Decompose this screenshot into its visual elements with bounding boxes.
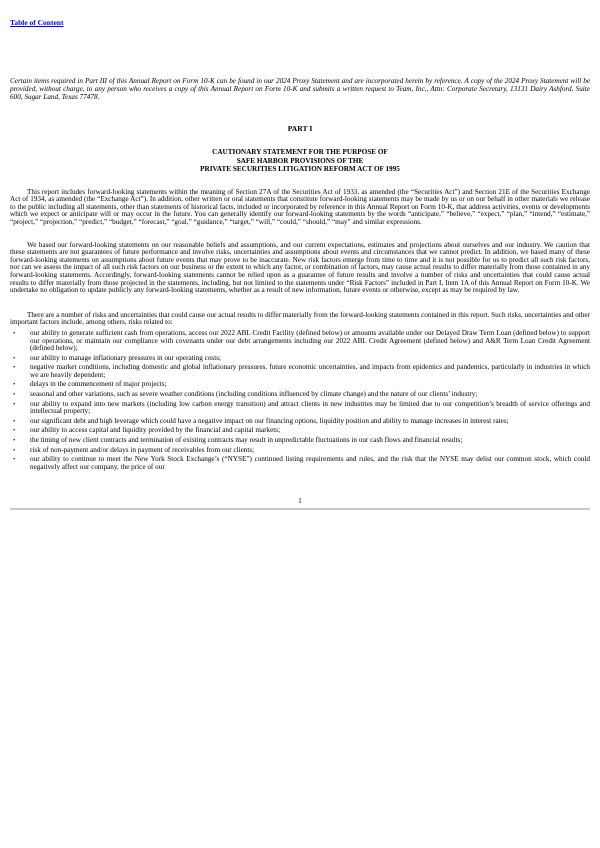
bullet-text: seasonal and other variations, such as severe weather conditions (including conditions influenced by climate change) and the nature of our clients’ industry; <box>30 390 478 399</box>
bullet-icon: • <box>13 456 16 464</box>
bullet-icon: • <box>13 427 16 435</box>
page-number: 1 <box>298 496 302 506</box>
bullet-text: our ability to access capital and liquidity provided by the financial and capital markets; <box>30 426 281 435</box>
bullet-icon: • <box>13 381 16 389</box>
bullet-item <box>10 418 590 426</box>
risk-factors-bullet-list <box>10 330 590 472</box>
bullet-text: delays in the commencement of major projects; <box>30 380 167 389</box>
bullet-icon: • <box>13 391 16 399</box>
cautionary-heading-line-1: CAUTIONARY STATEMENT FOR THE PURPOSE OF <box>212 148 388 157</box>
bullet-item <box>10 447 590 455</box>
cautionary-statement-heading <box>10 148 590 173</box>
table-of-contents-link[interactable]: Table of Content <box>10 18 64 27</box>
bullet-text: our ability to manage inflationary pressures in our operating costs; <box>30 353 222 362</box>
page-divider <box>10 508 590 510</box>
bullet-text: our ability to continue to meet the New York Stock Exchange’s (“NYSE”) continued listing requirements and rules, and the risk that the NYSE may delist our common stock, which could negatively affect our company, the price of our <box>30 455 590 471</box>
part-i-heading: PART I <box>287 124 313 134</box>
bullet-text: the timing of new client contracts and termination of existing contracts may result in unpredictable fluctuations in our cash flows and financial results; <box>30 436 463 445</box>
bullet-icon: • <box>13 329 16 337</box>
bullet-item <box>10 355 590 363</box>
bullet-item <box>10 364 590 379</box>
cautionary-heading-line-2: SAFE HARBOR PROVISIONS OF THE <box>236 156 364 165</box>
assumptions-paragraph: We based our forward-looking statements on our reasonable beliefs and assumptions, and our current expectations, estimates and projections about ourselves and our industry. We caution that these statements are not guarantees of future performance and involve risks, uncertainties and assumptions about events and circumstances that we cannot predict. In addition, we based many of these forward-looking statements on assumptions about future events that may prove to be inaccurate. New risk factors emerge from time to time and it is not possible for us to predict all such risk factors, nor can we assess the impact of all such risk factors on our business or the extent to which any factor, or combination of factors, may cause actual results to differ materially from those contained in any forward-looking statements. Accordingly, forward-looking statements cannot be relied upon as a guarantee of future results and involve a number of risks and uncertainties that could cause actual results to differ materially from those projected in the statements, including, but not limited to the statements under “Risk Factors” included in Part I, Item 1A of this Annual Report on Form 10-K. We undertake no obligation to update publicly any forward-looking statements, whether as a result of new information, future events or otherwise, except as may be required by law. <box>10 240 590 295</box>
bullet-item <box>10 330 590 353</box>
incorporation-by-reference-note: Certain items required in Part III of this Annual Report on Form 10-K can be found in our 2024 Proxy Statement and are incorporated herein by reference. A copy of the 2024 Proxy Statement will be provided, without charge, to any person who receives a copy of this Annual Report on Form 10-K and submits a written request to Team, Inc., Attn: Corporate Secretary, 13131 Dairy Ashford, Suite 600, Sugar Land, Texas 77478. <box>10 77 590 101</box>
bullet-icon: • <box>13 446 16 454</box>
bullet-item <box>10 437 590 445</box>
bullet-item <box>10 427 590 435</box>
bullet-text: our ability to expand into new markets (including low carbon energy transition) and attract clients in new industries may be limited due to our competition’s breadth of service offerings and intellectual property; <box>30 399 590 416</box>
bullet-icon: • <box>13 400 16 408</box>
bullet-item <box>10 381 590 389</box>
bullet-text: our ability to generate sufficient cash from operations, access our 2022 ABL Credit Facility (defined below) or amounts available under our Delayed Draw Term Loan (defined below) to support our operations, or maintain our compliance with covenants under our debt arrangements including our 2022 ABL Credit Agreement (defined below) and A&R Term Loan Credit Agreement (defined below); <box>30 328 590 353</box>
forward-looking-statements-paragraph: This report includes forward-looking statements within the meaning of Section 27A of the Securities Act of 1933, as amended (the “Securities Act”) and Section 21E of the Securities Exchange Act of 1934, as amended (the “Exchange Act”). In addition, other written or oral statements that constitute forward-looking statements may be made by us or on our behalf in other materials we release to the public including all statements, other than statements of historical facts, included or incorporated by reference in this Annual Report on Form 10-K, that address activities, events or developments which we expect or anticipate will or may occur in the future. You can generally identify our forward-looking statements by the words “anticipate,” “believe,” “expect,” “plan,” “intend,” “estimate,” “project,” “projection,” “predict,” “budget,” “forecast,” “goal,” “guidance,” “target,” “will,” “could,” “should,” “may” and similar expressions. <box>10 187 590 226</box>
bullet-icon: • <box>13 437 16 445</box>
bullet-item <box>10 391 590 399</box>
bullet-text: our significant debt and high leverage which could have a negative impact on our financing options, liquidity position and ability to manage increases in interest rates; <box>30 416 509 425</box>
bullet-text: risk of non-payment and/or delays in payment of receivables from our clients; <box>30 445 255 454</box>
bullet-icon: • <box>13 417 16 425</box>
bullet-item <box>10 401 590 416</box>
bullet-icon: • <box>13 354 16 362</box>
cautionary-heading-line-3: PRIVATE SECURITIES LITIGATION REFORM ACT OF 1995 <box>200 165 400 174</box>
bullet-item <box>10 456 590 471</box>
bullet-text: negative market conditions, including domestic and global inflationary pressures, future economic uncertainties, and impacts from epidemics and pandemics, particularly in industries in which we are heavily dependent; <box>30 363 590 379</box>
bullet-icon: • <box>13 364 16 372</box>
risks-intro-paragraph: There are a number of risks and uncertainties that could cause our actual results to differ materially from the forward-looking statements contained in this report. Such risks, uncertainties and other important factors include, among others, risks related to: <box>10 310 590 327</box>
